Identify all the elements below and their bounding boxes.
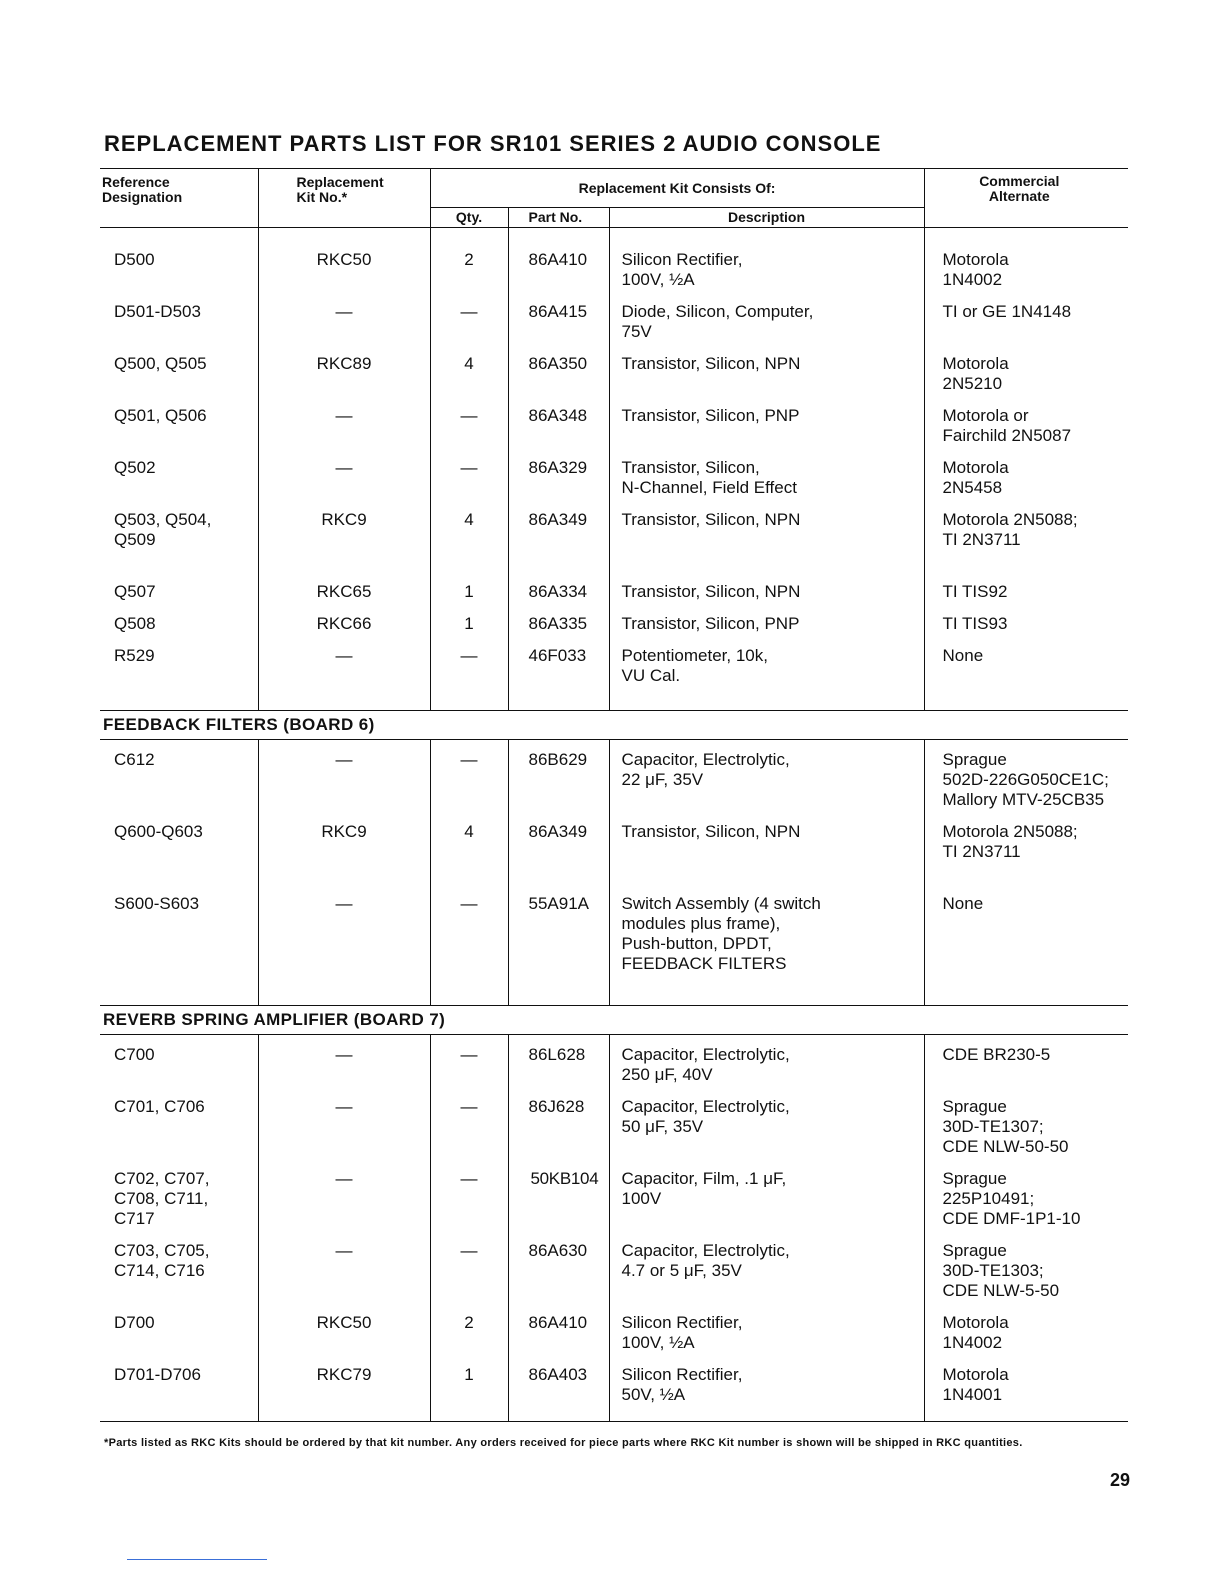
page-number: 29	[1110, 1470, 1131, 1490]
commercial-alternate: Motorola 2N5210	[924, 354, 1128, 406]
qty: 4	[430, 510, 508, 582]
footnote: *Parts listed as RKC Kits should be ordered by that kit number. Any orders received for piece parts where RKC Kit number is shown will be shipped in RKC quantities.	[104, 1437, 1023, 1449]
qty: —	[430, 1241, 508, 1313]
part-number: 86A630	[508, 1241, 609, 1313]
commercial-alternate: TI TIS93	[924, 614, 1128, 646]
table-row	[100, 1365, 1128, 1421]
kit-number: —	[258, 1097, 430, 1169]
ref-designation: S600-S603	[114, 893, 200, 913]
commercial-alternate: CDE BR230-5	[924, 1045, 1128, 1097]
kit-number: —	[258, 458, 430, 510]
table-row	[100, 582, 1128, 614]
commercial-alternate: Motorola 1N4002	[924, 1313, 1128, 1365]
part-number: 86J628	[508, 1097, 609, 1169]
section-title: REVERB SPRING AMPLIFIER (BOARD 7)	[100, 1006, 1128, 1035]
description: Silicon Rectifier, 100V, ½A	[609, 1313, 924, 1365]
table-row	[100, 354, 1128, 406]
part-number: 86B629	[508, 750, 609, 822]
part-number: 46F033	[508, 646, 609, 710]
kit-number: —	[258, 1169, 430, 1241]
commercial-alternate: Sprague 30D-TE1307; CDE NLW-50-50	[924, 1097, 1128, 1169]
part-number: 86A350	[508, 354, 609, 406]
kit-number: —	[258, 894, 430, 1006]
description: Capacitor, Electrolytic, 22 μF, 35V	[609, 750, 924, 822]
commercial-alternate: Motorola or Fairchild 2N5087	[924, 406, 1128, 458]
description: Transistor, Silicon, PNP	[609, 614, 924, 646]
part-number: 86A335	[508, 614, 609, 646]
part-number: 86A410	[508, 1313, 609, 1365]
section-title: FEEDBACK FILTERS (BOARD 6)	[100, 710, 1128, 739]
kit-number: RKC9	[258, 822, 430, 894]
kit-number: —	[258, 750, 430, 822]
commercial-alternate: Sprague 30D-TE1303; CDE NLW-5-50	[924, 1241, 1128, 1313]
kit-number: RKC66	[258, 614, 430, 646]
commercial-alternate: Sprague 225P10491; CDE DMF-1P1-10	[924, 1169, 1128, 1241]
parts-table	[100, 168, 1128, 1422]
ref-designation: D501-D503	[114, 302, 201, 321]
ref-designation: R529	[114, 646, 155, 665]
description: Transistor, Silicon, PNP	[609, 406, 924, 458]
ref-designation: Q508	[114, 614, 156, 633]
description: Capacitor, Electrolytic, 4.7 or 5 μF, 35V	[609, 1241, 924, 1313]
qty: 1	[430, 582, 508, 614]
description: Potentiometer, 10k, VU Cal.	[609, 646, 924, 710]
ref-designation: D500	[114, 250, 155, 269]
ref-designation: Q500, Q505	[114, 354, 207, 373]
table-row	[100, 614, 1128, 646]
part-number: 86A329	[508, 458, 609, 510]
part-number: 86A415	[508, 302, 609, 354]
description: Transistor, Silicon, N-Channel, Field Effect	[609, 458, 924, 510]
qty: 1	[430, 614, 508, 646]
table-row	[100, 1241, 1128, 1313]
kit-number: RKC9	[258, 510, 430, 582]
table-row	[100, 1313, 1128, 1365]
qty: 1	[430, 1365, 508, 1421]
qty: —	[430, 458, 508, 510]
part-number: 55A91A	[508, 894, 609, 1006]
commercial-alternate: Motorola 2N5088; TI 2N3711	[924, 510, 1128, 582]
kit-number: —	[258, 646, 430, 710]
commercial-alternate: Motorola 1N4001	[924, 1365, 1128, 1421]
header-kit-consists: Replacement Kit Consists Of:	[430, 169, 924, 208]
commercial-alternate: TI or GE 1N4148	[924, 302, 1128, 354]
kit-number: RKC89	[258, 354, 430, 406]
table-row	[100, 1045, 1128, 1097]
qty: —	[430, 1097, 508, 1169]
table-row	[100, 894, 1128, 1006]
table-row	[100, 750, 1128, 822]
qty: —	[430, 1169, 508, 1241]
section-header-feedback	[100, 710, 1128, 739]
part-number: 86A349	[508, 510, 609, 582]
ref-designation: Q503, Q504, Q509	[114, 510, 212, 549]
header-part-no: Part No.	[508, 208, 609, 228]
ref-designation: Q501, Q506	[114, 406, 207, 425]
ref-designation: Q507	[114, 582, 156, 601]
header-reference: Reference Designation	[102, 174, 183, 205]
table-row	[100, 458, 1128, 510]
qty: —	[430, 1045, 508, 1097]
main-rows	[100, 228, 1128, 1422]
kit-number: —	[258, 302, 430, 354]
header-description: Description	[609, 208, 924, 228]
kit-number: —	[258, 406, 430, 458]
table-row	[100, 302, 1128, 354]
ref-designation: D701-D706	[114, 1365, 201, 1384]
qty: —	[430, 750, 508, 822]
commercial-alternate: TI TIS92	[924, 582, 1128, 614]
commercial-alternate: None	[924, 646, 1128, 710]
ref-designation: C612	[114, 749, 155, 769]
qty: —	[430, 894, 508, 1006]
qty: 4	[430, 354, 508, 406]
table-row	[100, 1097, 1128, 1169]
part-number: 86A348	[508, 406, 609, 458]
table-row	[100, 822, 1128, 894]
description: Silicon Rectifier, 50V, ½A	[609, 1365, 924, 1421]
description: Diode, Silicon, Computer, 75V	[609, 302, 924, 354]
description: Transistor, Silicon, NPN	[609, 822, 924, 894]
kit-number: RKC50	[258, 1313, 430, 1365]
qty: —	[430, 302, 508, 354]
description: Transistor, Silicon, NPN	[609, 354, 924, 406]
part-number: 86A334	[508, 582, 609, 614]
qty: —	[430, 406, 508, 458]
ref-designation: D700	[114, 1313, 155, 1332]
part-number: 86A349	[508, 822, 609, 894]
table-row	[100, 250, 1128, 302]
kit-number: —	[258, 1045, 430, 1097]
qty: 2	[430, 1313, 508, 1365]
qty: 4	[430, 822, 508, 894]
description: Transistor, Silicon, NPN	[609, 510, 924, 582]
description: Transistor, Silicon, NPN	[609, 582, 924, 614]
qty: 2	[430, 250, 508, 302]
kit-number: RKC79	[258, 1365, 430, 1421]
ref-designation: Q600-Q603	[114, 821, 203, 841]
table-row	[100, 1169, 1128, 1241]
header-commercial: Commercial Alternate	[924, 169, 1128, 228]
commercial-alternate: Motorola 2N5088; TI 2N3711	[924, 822, 1128, 894]
description: Capacitor, Electrolytic, 50 μF, 35V	[609, 1097, 924, 1169]
header-kit: Replacement Kit No.*	[258, 169, 430, 228]
table-row	[100, 406, 1128, 458]
page-title: REPLACEMENT PARTS LIST FOR SR101 SERIES 2 AUDIO CONSOLE	[104, 131, 882, 156]
table-row	[100, 510, 1128, 582]
kit-number: RKC65	[258, 582, 430, 614]
parts-table-container	[100, 168, 1128, 1422]
kit-number: —	[258, 1241, 430, 1313]
description: Capacitor, Electrolytic, 250 μF, 40V	[609, 1045, 924, 1097]
commercial-alternate: None	[924, 894, 1128, 1006]
commercial-alternate: Motorola 2N5458	[924, 458, 1128, 510]
header-qty: Qty.	[430, 208, 508, 228]
table-row	[100, 646, 1128, 710]
commercial-alternate: Sprague 502D-226G050CE1C; Mallory MTV-25CB35	[924, 750, 1128, 822]
section-header-reverb	[100, 1006, 1128, 1035]
ref-designation: C702, C707, C708, C711, C717	[114, 1169, 210, 1228]
link-underline	[127, 1559, 267, 1560]
ref-designation: Q502	[114, 458, 156, 477]
description: Silicon Rectifier, 100V, ½A	[609, 250, 924, 302]
kit-number: RKC50	[258, 250, 430, 302]
description: Switch Assembly (4 switch modules plus frame), Push-button, DPDT, FEEDBACK FILTERS	[609, 894, 924, 1006]
commercial-alternate: Motorola 1N4002	[924, 250, 1128, 302]
part-number: 86A403	[508, 1365, 609, 1421]
part-number: 86L628	[508, 1045, 609, 1097]
ref-designation: C701, C706	[114, 1097, 205, 1116]
description: Capacitor, Film, .1 μF, 100V	[609, 1169, 924, 1241]
part-number: 50KB104	[508, 1169, 609, 1241]
qty: —	[430, 646, 508, 710]
ref-designation: C700	[114, 1045, 155, 1064]
ref-designation: C703, C705, C714, C716	[114, 1241, 210, 1280]
part-number: 86A410	[508, 250, 609, 302]
